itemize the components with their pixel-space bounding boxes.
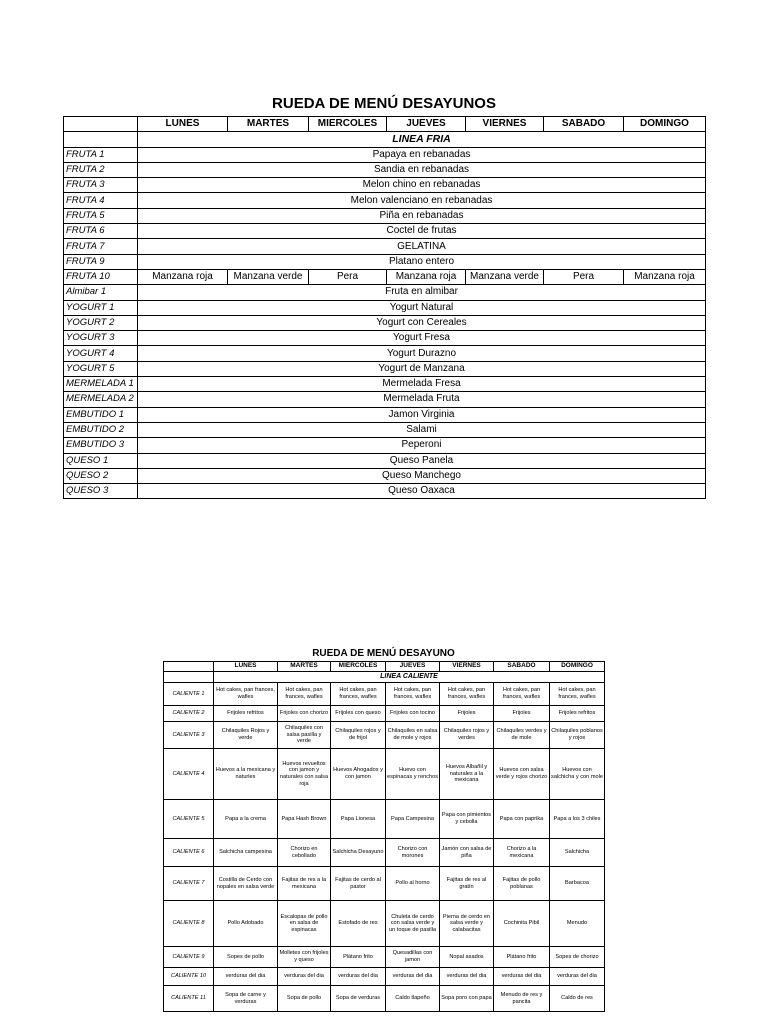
menu-item: Yogurt Natural xyxy=(138,300,706,315)
row-label: MERMELADA 2 xyxy=(64,392,138,407)
menu-cell: Jamón con salsa de piña xyxy=(440,839,494,867)
section-title: LINEA CALIENTE xyxy=(214,672,605,683)
table-row xyxy=(164,947,605,968)
menu-cell: Pera xyxy=(309,269,387,284)
section-label-cell xyxy=(164,672,214,683)
row-label: YOGURT 1 xyxy=(64,300,138,315)
menu-cell: verduras del dia xyxy=(494,968,550,986)
menu-item: Peperoni xyxy=(138,438,706,453)
table-row xyxy=(64,438,706,453)
row-label: FRUTA 2 xyxy=(64,162,138,177)
menu-cell: Hot cakes, pan frances, wafles xyxy=(278,683,331,706)
menu-cell: Huevo con espinacas y renchos xyxy=(386,749,440,800)
row-label: FRUTA 1 xyxy=(64,147,138,162)
menu-cell: Frijoles xyxy=(440,706,494,722)
row-label: FRUTA 5 xyxy=(64,208,138,223)
row-label: YOGURT 5 xyxy=(64,361,138,376)
header-row xyxy=(164,662,605,672)
menu-cell: Chorizo a la mexicana xyxy=(494,839,550,867)
table-row xyxy=(64,361,706,376)
day-header: DOMINGO xyxy=(624,117,706,132)
table-row xyxy=(164,839,605,867)
menu-cell: Frijoles refritos xyxy=(214,706,278,722)
table-row xyxy=(64,300,706,315)
menu-cell: Papa con pimientos y cebolla xyxy=(440,800,494,839)
row-label: FRUTA 4 xyxy=(64,193,138,208)
table-row xyxy=(164,986,605,1012)
menu-cell: Chorizo en cebollado xyxy=(278,839,331,867)
row-label: CALIENTE 4 xyxy=(164,749,214,800)
menu-cell: Chilaquiles rojos y de frijol xyxy=(331,722,386,749)
menu-cell: Chorizo con morones xyxy=(386,839,440,867)
table-row xyxy=(64,468,706,483)
menu-cell: Nopal asados xyxy=(440,947,494,968)
menu-cell: Frijoles refritos xyxy=(550,706,605,722)
cold-menu-title: RUEDA DE MENÚ DESAYUNOS xyxy=(272,95,496,112)
table-row xyxy=(64,453,706,468)
menu-cell: Escalopas de pollo en salsa de espinacas xyxy=(278,901,331,947)
row-label: CALIENTE 2 xyxy=(164,706,214,722)
menu-cell: Barbacoa xyxy=(550,867,605,901)
day-header: MARTES xyxy=(228,117,309,132)
menu-cell: Hot cakes, pan frances, wafles xyxy=(550,683,605,706)
menu-item: Yogurt de Manzana xyxy=(138,361,706,376)
menu-item: Jamon Virginia xyxy=(138,407,706,422)
menu-cell: Molletes con frijoles y queso xyxy=(278,947,331,968)
row-label: YOGURT 2 xyxy=(64,315,138,330)
table-row xyxy=(164,683,605,706)
table-row xyxy=(64,162,706,177)
section-title: LINEA FRIA xyxy=(138,132,706,147)
day-header: VIERNES xyxy=(440,662,494,672)
menu-cell: Chilaquiles con salsa pasilla y verde xyxy=(278,722,331,749)
menu-cell: verduras del dia xyxy=(331,968,386,986)
menu-item: Fruta en almibar xyxy=(138,285,706,300)
table-row xyxy=(64,208,706,223)
row-label: EMBUTIDO 2 xyxy=(64,422,138,437)
menu-cell: Papa a los 3 chiles xyxy=(550,800,605,839)
table-row xyxy=(64,178,706,193)
menu-cell: Frijoles con tocino xyxy=(386,706,440,722)
menu-item: Platano entero xyxy=(138,254,706,269)
menu-cell: Fajitas de res al gratín xyxy=(440,867,494,901)
menu-cell: Manzana roja xyxy=(138,269,228,284)
row-label: CALIENTE 5 xyxy=(164,800,214,839)
menu-cell: Menudo de res y pancita xyxy=(494,986,550,1012)
menu-cell: Frijoles xyxy=(494,706,550,722)
menu-cell: Papa Lionesa xyxy=(331,800,386,839)
menu-cell: Manzana roja xyxy=(387,269,466,284)
table-row xyxy=(64,422,706,437)
menu-cell: Quesadillas con jamon xyxy=(386,947,440,968)
table-row xyxy=(64,392,706,407)
menu-cell: Frijoles con chorizo xyxy=(278,706,331,722)
row-label: QUESO 1 xyxy=(64,453,138,468)
menu-cell: Estofado de res xyxy=(331,901,386,947)
corner-cell xyxy=(64,117,138,132)
day-header: VIERNES xyxy=(466,117,544,132)
row-label: QUESO 2 xyxy=(64,468,138,483)
menu-cell: Papa con paprika xyxy=(494,800,550,839)
table-row xyxy=(64,484,706,499)
menu-cell: verduras del dia xyxy=(214,968,278,986)
menu-cell: Manzana verde xyxy=(466,269,544,284)
menu-cell: Sopes de pollo xyxy=(214,947,278,968)
menu-item: Queso Panela xyxy=(138,453,706,468)
day-header: JUEVES xyxy=(387,117,466,132)
row-label: EMBUTIDO 3 xyxy=(64,438,138,453)
menu-item: Salami xyxy=(138,422,706,437)
menu-cell: Pollo al horno xyxy=(386,867,440,901)
day-header: LUNES xyxy=(214,662,278,672)
menu-cell: Frijoles con queso xyxy=(331,706,386,722)
menu-cell: Chilaquiles poblanos y rojos xyxy=(550,722,605,749)
section-label-cell xyxy=(64,132,138,147)
table-row xyxy=(164,749,605,800)
header-row xyxy=(64,117,706,132)
row-label: FRUTA 6 xyxy=(64,224,138,239)
table-row xyxy=(64,315,706,330)
day-header: MIERCOLES xyxy=(309,117,387,132)
table-row xyxy=(64,285,706,300)
menu-cell: Cochinita Pibil xyxy=(494,901,550,947)
row-label: CALIENTE 1 xyxy=(164,683,214,706)
row-label: FRUTA 9 xyxy=(64,254,138,269)
menu-item: Sandia en rebanadas xyxy=(138,162,706,177)
menu-cell: verduras del dia xyxy=(278,968,331,986)
menu-cell: Costilla de Cerdo con nopales en salsa verde xyxy=(214,867,278,901)
row-label: FRUTA 10 xyxy=(64,269,138,284)
table-row xyxy=(64,377,706,392)
section-row xyxy=(64,132,706,147)
day-header: MARTES xyxy=(278,662,331,672)
menu-cell: Chilaquiles Rojos y verde xyxy=(214,722,278,749)
menu-cell: Salchicha campesina xyxy=(214,839,278,867)
menu-cell: Manzana verde xyxy=(228,269,309,284)
menu-cell: Manzana roja xyxy=(624,269,706,284)
menu-cell: Sopa de verduras xyxy=(331,986,386,1012)
menu-cell: Plátano frito xyxy=(331,947,386,968)
table-row xyxy=(164,968,605,986)
row-label: YOGURT 3 xyxy=(64,331,138,346)
cold-menu-table xyxy=(63,116,706,499)
row-label: EMBUTIDO 1 xyxy=(64,407,138,422)
menu-cell: Sopa de carne y verduras xyxy=(214,986,278,1012)
menu-item: Piña en rebanadas xyxy=(138,208,706,223)
row-label: MERMELADA 1 xyxy=(64,377,138,392)
menu-item: Papaya en rebanadas xyxy=(138,147,706,162)
row-label: CALIENTE 3 xyxy=(164,722,214,749)
menu-cell: verduras del dia xyxy=(550,968,605,986)
menu-item: Melon chino en rebanadas xyxy=(138,178,706,193)
table-row xyxy=(64,269,706,284)
menu-cell: Huevos Albañil y naturales a la mexicana xyxy=(440,749,494,800)
row-label: FRUTA 3 xyxy=(64,178,138,193)
menu-cell: Hot cakes, pan frances, wafles xyxy=(494,683,550,706)
section-row xyxy=(164,672,605,683)
menu-item: Mermelada Fruta xyxy=(138,392,706,407)
table-row xyxy=(164,706,605,722)
row-label: CALIENTE 7 xyxy=(164,867,214,901)
table-row xyxy=(64,407,706,422)
menu-cell: Fajitas de pollo poblanas xyxy=(494,867,550,901)
menu-cell: Sopes de chorizo xyxy=(550,947,605,968)
menu-cell: Huevos con salsa verde y rojos chorizo xyxy=(494,749,550,800)
day-header: DOMINGO xyxy=(550,662,605,672)
corner-cell xyxy=(164,662,214,672)
day-header: LUNES xyxy=(138,117,228,132)
menu-cell: Pierna de cerdo en salsa verde y calabacitas xyxy=(440,901,494,947)
menu-cell: Plátano frito xyxy=(494,947,550,968)
menu-cell: Papa Hash Brown xyxy=(278,800,331,839)
row-label: CALIENTE 10 xyxy=(164,968,214,986)
menu-cell: Huevos con salchicha y con mole xyxy=(550,749,605,800)
day-header: MIERCOLES xyxy=(331,662,386,672)
hot-menu-table xyxy=(163,661,605,1012)
menu-cell: Hot cakes, pan frances, wafles xyxy=(331,683,386,706)
row-label: CALIENTE 11 xyxy=(164,986,214,1012)
menu-cell: Caldo de res xyxy=(550,986,605,1012)
day-header: SABADO xyxy=(544,117,624,132)
table-row xyxy=(64,193,706,208)
menu-item: Yogurt con Cereales xyxy=(138,315,706,330)
menu-cell: Hot cakes, pan frances, wafles xyxy=(214,683,278,706)
menu-cell: Chuleta de cerdo con salsa verde y un toque de pasilla xyxy=(386,901,440,947)
menu-item: GELATINA xyxy=(138,239,706,254)
menu-cell: Chilaquiles verdes y de mole xyxy=(494,722,550,749)
hot-menu-title: RUEDA DE MENÚ DESAYUNO xyxy=(312,648,455,659)
menu-cell: Fajitas de res a la mexicana xyxy=(278,867,331,901)
menu-cell: Menudo xyxy=(550,901,605,947)
menu-cell: verduras del dia xyxy=(440,968,494,986)
menu-item: Melon valenciano en rebanadas xyxy=(138,193,706,208)
table-row xyxy=(64,331,706,346)
menu-item: Yogurt Fresa xyxy=(138,331,706,346)
row-label: CALIENTE 8 xyxy=(164,901,214,947)
row-label: CALIENTE 9 xyxy=(164,947,214,968)
menu-cell: Papa a la crema xyxy=(214,800,278,839)
menu-cell: Pollo Adobado xyxy=(214,901,278,947)
table-row xyxy=(164,867,605,901)
menu-item: Mermelada Fresa xyxy=(138,377,706,392)
row-label: CALIENTE 6 xyxy=(164,839,214,867)
menu-cell: Sopa de pollo xyxy=(278,986,331,1012)
table-row xyxy=(64,147,706,162)
row-label: Almibar 1 xyxy=(64,285,138,300)
menu-cell: Fajitas de cerdo al pastor xyxy=(331,867,386,901)
table-row xyxy=(64,224,706,239)
day-header: JUEVES xyxy=(386,662,440,672)
menu-cell: Caldo tlapeño xyxy=(386,986,440,1012)
menu-cell: Sopa poro con papa xyxy=(440,986,494,1012)
table-row xyxy=(164,901,605,947)
table-row xyxy=(64,254,706,269)
menu-cell: Huevos revueltos con jamon y naturales con salsa roja xyxy=(278,749,331,800)
menu-item: Yogurt Durazno xyxy=(138,346,706,361)
table-row xyxy=(64,239,706,254)
menu-cell: Salchicha Desayuno xyxy=(331,839,386,867)
menu-cell: Salchicha xyxy=(550,839,605,867)
menu-item: Coctel de frutas xyxy=(138,224,706,239)
menu-cell: Chilaquiles rojos y verdes xyxy=(440,722,494,749)
day-header: SABADO xyxy=(494,662,550,672)
menu-item: Queso Oaxaca xyxy=(138,484,706,499)
row-label: YOGURT 4 xyxy=(64,346,138,361)
menu-cell: verduras del dia xyxy=(386,968,440,986)
table-row xyxy=(64,346,706,361)
menu-cell: Hot cakes, pan frances, wafles xyxy=(386,683,440,706)
menu-cell: Pera xyxy=(544,269,624,284)
menu-cell: Huevos a la mexicana y naturles xyxy=(214,749,278,800)
menu-item: Queso Manchego xyxy=(138,468,706,483)
table-row xyxy=(164,800,605,839)
menu-cell: Hot cakes, pan frances, wafles xyxy=(440,683,494,706)
menu-cell: Papa Campesina xyxy=(386,800,440,839)
row-label: QUESO 3 xyxy=(64,484,138,499)
menu-cell: Chilaquiles en salsa de mole y rojos xyxy=(386,722,440,749)
row-label: FRUTA 7 xyxy=(64,239,138,254)
menu-cell: Huevos Ahogados y con jamon xyxy=(331,749,386,800)
table-row xyxy=(164,722,605,749)
